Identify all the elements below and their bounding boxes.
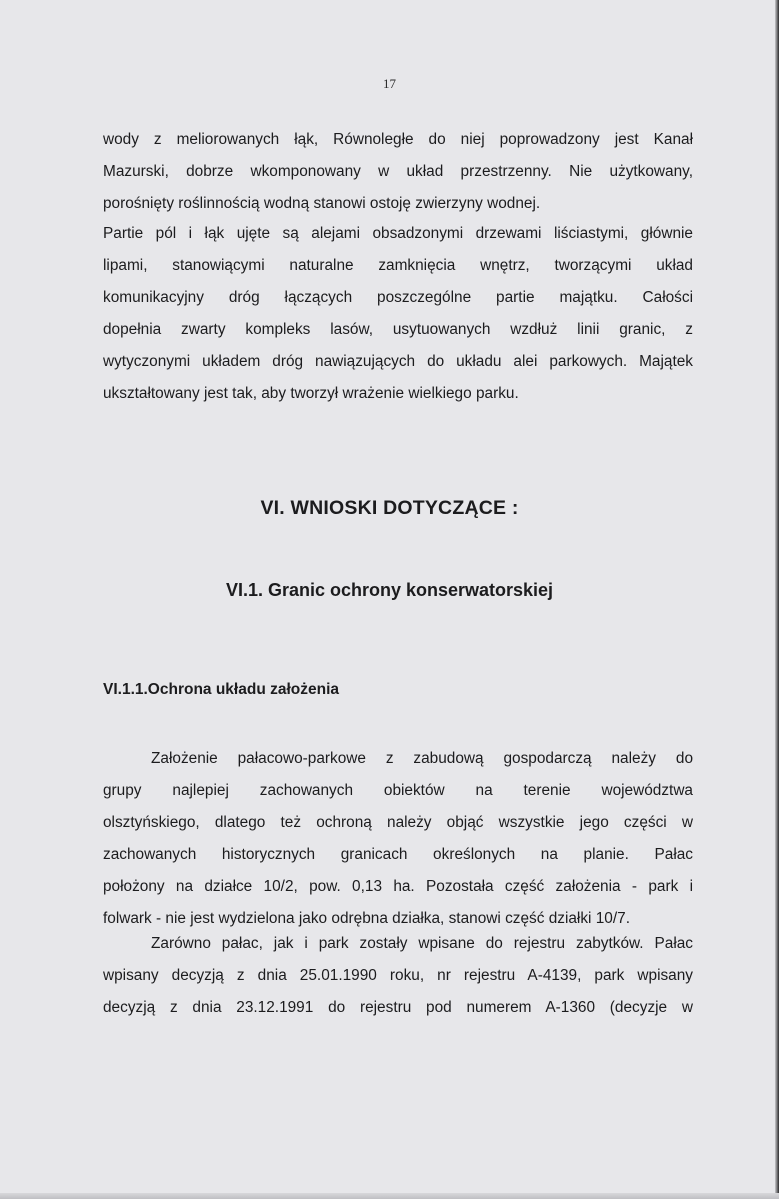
text-line: wody z meliorowanych łąk, Równoległe do niej poprowadzony jest Kanał bbox=[103, 131, 693, 148]
text-line: grupy najlepiej zachowanych obiektów na terenie województwa bbox=[103, 782, 693, 800]
text-line: komunikacyjny dróg łączących poszczególne partie majątku. Całości bbox=[103, 289, 693, 307]
section-heading: VI. WNIOSKI DOTYCZĄCE : bbox=[260, 497, 519, 519]
text-line: Mazurski, dobrze wkomponowany w układ przestrzenny. Nie użytkowany, bbox=[103, 163, 693, 181]
body-paragraph-1 bbox=[103, 124, 693, 220]
text-line: lipami, stanowiącymi naturalne zamknięcia wnętrz, tworzącymi układ bbox=[103, 257, 693, 275]
text-line: ukształtowany jest tak, aby tworzył wrażenie wielkiego parku. bbox=[103, 385, 519, 403]
page-number: 17 bbox=[383, 76, 396, 91]
text-line: porośnięty roślinnością wodną stanowi ostoję zwierzyny wodnej. bbox=[103, 195, 541, 213]
text-line: Partie pól i łąk ujęte są alejami obsadzonymi drzewami liściastymi, głównie bbox=[103, 225, 693, 242]
text-line: wytyczonymi układem dróg nawiązujących do układu alei parkowych. Majątek bbox=[103, 353, 693, 371]
text-line: położony na działce 10/2, pow. 0,13 ha. Pozostała część założenia - park i bbox=[103, 878, 693, 896]
body-paragraph-4 bbox=[103, 928, 693, 1024]
text-line: dopełnia zwarty kompleks lasów, usytuowanych wzdłuż linii granic, z bbox=[103, 321, 693, 339]
text-line: zachowanych historycznych granicach określonych na planie. Pałac bbox=[103, 846, 693, 864]
page-bottom-edge bbox=[0, 1193, 779, 1199]
body-paragraph-2 bbox=[103, 218, 693, 411]
subsubsection-heading: VI.1.1.Ochrona układu założenia bbox=[103, 681, 340, 698]
text-line: olsztyńskiego, dlatego też ochroną należy objąć wszystkie jego części w bbox=[103, 814, 693, 832]
text-line: folwark - nie jest wydzielona jako odrębna działka, stanowi część działki 10/7. bbox=[103, 910, 630, 928]
text-line: decyzją z dnia 23.12.1991 do rejestru pod numerem A-1360 (decyzje w bbox=[103, 999, 693, 1017]
text-line: Założenie pałacowo-parkowe z zabudową gospodarczą należy do bbox=[151, 750, 693, 767]
text-line: wpisany decyzją z dnia 25.01.1990 roku, nr rejestru A-4139, park wpisany bbox=[103, 967, 693, 985]
text-line: Zarówno pałac, jak i park zostały wpisane do rejestru zabytków. Pałac bbox=[151, 935, 693, 952]
body-paragraph-3 bbox=[103, 743, 693, 936]
subsection-heading: VI.1. Granic ochrony konserwatorskiej bbox=[225, 580, 554, 600]
